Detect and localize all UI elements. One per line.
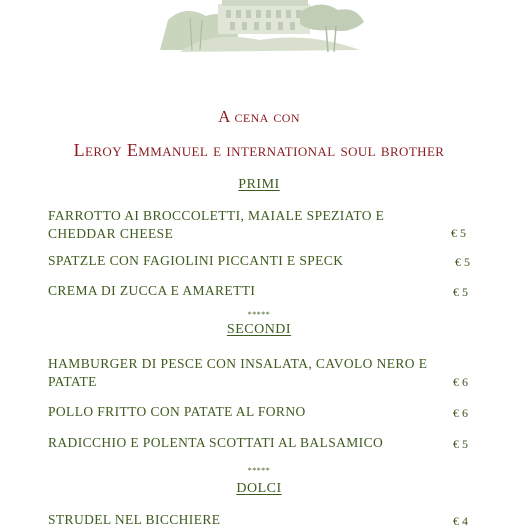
menu-item-pollo-fritto: POLLO FRITTO CON PATATE AL FORNO — [48, 404, 306, 419]
villa-illustration — [150, 0, 380, 52]
section-heading-primi: PRIMI — [238, 177, 280, 192]
menu-item-crema-zucca: CREMA DI ZUCCA E AMARETTI — [48, 283, 256, 298]
menu-item-strudel: STRUDEL NEL BICCHIERE — [48, 512, 221, 527]
menu-item-spatzle: SPATZLE CON FAGIOLINI PICCANTI E SPECK — [48, 253, 344, 268]
menu-item-hamburger-pesce: HAMBURGER DI PESCE CON INSALATA, CAVOLO NERO E PATATE — [48, 356, 428, 389]
dinner-with-heading: A cena con — [218, 107, 300, 126]
section-heading-dolci: DOLCI — [236, 481, 282, 496]
section-heading-secondi: SECONDI — [226, 322, 292, 337]
price-spatzle: € 5 — [455, 255, 470, 269]
price-farrotto: € 5 — [451, 226, 466, 240]
separator-stars: ***** — [247, 466, 271, 475]
price-strudel: € 4 — [453, 514, 468, 528]
separator-stars: ***** — [247, 310, 271, 319]
price-crema-zucca: € 5 — [453, 285, 468, 299]
price-radicchio-polenta: € 5 — [453, 437, 468, 451]
performers-title: Leroy Emmanuel e international soul brother — [73, 140, 445, 160]
price-pollo-fritto: € 6 — [453, 406, 468, 420]
menu-item-farrotto: FARROTTO AI BROCCOLETTI, MAIALE SPEZIATO E CHEDDAR CHEESE — [48, 208, 385, 241]
menu-item-radicchio-polenta: RADICCHIO E POLENTA SCOTTATI AL BALSAMICO — [48, 435, 384, 450]
price-hamburger-pesce: € 6 — [453, 375, 468, 389]
